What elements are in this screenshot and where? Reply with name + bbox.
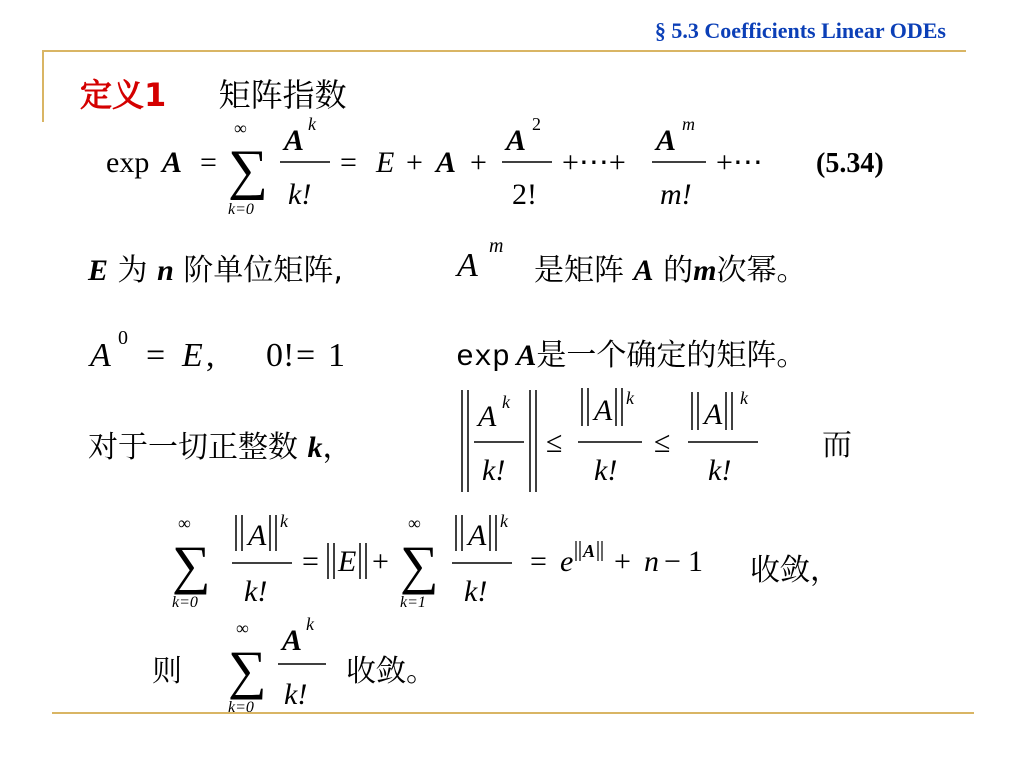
text-ze: 则 xyxy=(152,654,182,689)
svg-text:e: e xyxy=(560,545,574,578)
svg-text:k: k xyxy=(626,388,634,408)
exponent-0: 0 xyxy=(118,327,128,349)
denominator-2-factorial: 2! xyxy=(512,178,537,211)
numerator-A: A xyxy=(284,124,305,157)
definition-title: 矩阵指数 xyxy=(218,76,347,114)
power-sentence xyxy=(534,245,806,289)
text-identity: 阶单位矩阵, xyxy=(173,253,343,288)
svg-text:=: = xyxy=(530,545,547,578)
matrix-A: A xyxy=(90,337,111,374)
svg-text:k: k xyxy=(500,511,508,531)
svg-text:k!: k! xyxy=(464,575,488,608)
text-comma: ， xyxy=(322,430,353,465)
svg-text:∞: ∞ xyxy=(178,513,191,533)
svg-text:k=0: k=0 xyxy=(172,594,198,611)
svg-text:k!: k! xyxy=(244,575,268,608)
svg-text:k=1: k=1 xyxy=(400,594,426,611)
summation-sign: ∑ xyxy=(172,535,211,595)
one: 1 xyxy=(328,337,345,374)
svg-text:+: + xyxy=(372,545,389,578)
symbol-k: k xyxy=(307,431,323,464)
svg-text:∞: ∞ xyxy=(408,513,421,533)
less-equal: ≤ xyxy=(546,426,563,459)
svg-text:−: − xyxy=(664,545,681,578)
for-all-k-sentence xyxy=(88,422,353,466)
exp-text: exp xyxy=(106,146,150,179)
numerator-A: A xyxy=(506,124,527,157)
svg-text:A: A xyxy=(282,624,303,657)
svg-text:A: A xyxy=(594,394,613,427)
svg-text:∞: ∞ xyxy=(236,618,249,638)
symbol-A: A xyxy=(633,254,654,287)
symbol-A: A xyxy=(510,339,537,372)
text-wei: 为 xyxy=(108,253,158,288)
svg-text:k!: k! xyxy=(708,454,732,487)
header-rule xyxy=(42,50,966,52)
svg-text:k: k xyxy=(280,511,288,531)
matrix-A: A xyxy=(457,247,478,284)
denominator-m-factorial: m! xyxy=(660,178,692,211)
svg-text:k!: k! xyxy=(482,454,506,487)
exp-A-sentence xyxy=(456,330,806,375)
svg-text:n: n xyxy=(644,545,659,578)
text-for-all: 对于一切正整数 xyxy=(88,430,308,465)
identity-E: E xyxy=(182,337,203,374)
norm-sum-equation xyxy=(168,505,728,615)
plus-dots: +⋯ xyxy=(716,146,763,179)
identity-E: E xyxy=(376,146,395,179)
text-converges: 收敛， xyxy=(750,553,840,588)
svg-text:k!: k! xyxy=(284,678,308,711)
exponent-m: m xyxy=(682,114,695,134)
power-A-m xyxy=(455,232,525,288)
summation-sign: ∑ xyxy=(228,139,268,201)
exponent-m: m xyxy=(489,235,504,257)
less-equal: ≤ xyxy=(654,426,671,459)
exponent-k: k xyxy=(308,114,316,134)
plus-dots-plus: +⋯+ xyxy=(562,146,626,179)
equation-number: (5.34) xyxy=(816,148,884,179)
exponent-2: 2 xyxy=(532,114,541,134)
denominator-k-factorial: k! xyxy=(288,178,312,211)
text-de: 的 xyxy=(653,253,694,288)
conclusion-sum xyxy=(226,610,336,720)
symbol-E: E xyxy=(88,254,109,287)
zero-factorial: 0! xyxy=(266,337,295,374)
sum-upper-infinity: ∞ xyxy=(234,118,247,138)
matrix-A: A xyxy=(478,400,497,433)
svg-text:1: 1 xyxy=(688,545,703,578)
svg-text:k: k xyxy=(306,614,314,634)
equals-sign: = xyxy=(146,337,166,374)
summation-sign: ∑ xyxy=(228,640,267,700)
svg-text:=: = xyxy=(302,545,319,578)
matrix-A: A xyxy=(436,146,457,179)
svg-text:A: A xyxy=(468,519,487,552)
numerator-A: A xyxy=(656,124,677,157)
comma: , xyxy=(206,337,215,374)
svg-text:k=0: k=0 xyxy=(228,699,254,716)
definition-label: 定义1 xyxy=(80,76,167,114)
plus-sign: + xyxy=(406,146,423,179)
svg-text:k: k xyxy=(502,392,510,412)
summation-sign: ∑ xyxy=(400,535,439,595)
text-power: 次幂。 xyxy=(716,253,807,288)
equals-sign: = xyxy=(340,146,357,179)
text-shi: 是矩阵 xyxy=(534,253,634,288)
matrix-A: A xyxy=(162,146,183,179)
svg-text:E: E xyxy=(338,545,357,578)
svg-text:A: A xyxy=(248,519,267,552)
text-definite-matrix: 是一个确定的矩阵。 xyxy=(536,338,807,373)
plus-sign: + xyxy=(470,146,487,179)
text-exp: exp xyxy=(456,341,511,375)
norm-inequality xyxy=(452,380,772,500)
footer-rule xyxy=(52,712,974,714)
text-converges-final: 收敛。 xyxy=(346,654,436,689)
equals-sign: = xyxy=(296,337,316,374)
equation-A0 xyxy=(88,322,368,382)
svg-text:+: + xyxy=(614,545,631,578)
left-accent-rule xyxy=(42,50,44,122)
svg-text:A: A xyxy=(583,541,596,561)
svg-text:k!: k! xyxy=(594,454,618,487)
sum-lower-index: k=0 xyxy=(228,201,254,218)
equation-5-34 xyxy=(100,110,920,220)
text-er: 而 xyxy=(822,428,852,463)
equals-sign: = xyxy=(200,146,217,179)
identity-matrix-sentence xyxy=(88,245,343,289)
slide-header-title: § 5.3 Coefficients Linear ODEs xyxy=(654,18,946,43)
symbol-m: m xyxy=(693,254,717,287)
symbol-n: n xyxy=(157,254,174,287)
svg-text:k: k xyxy=(740,388,748,408)
svg-text:A: A xyxy=(704,398,723,431)
